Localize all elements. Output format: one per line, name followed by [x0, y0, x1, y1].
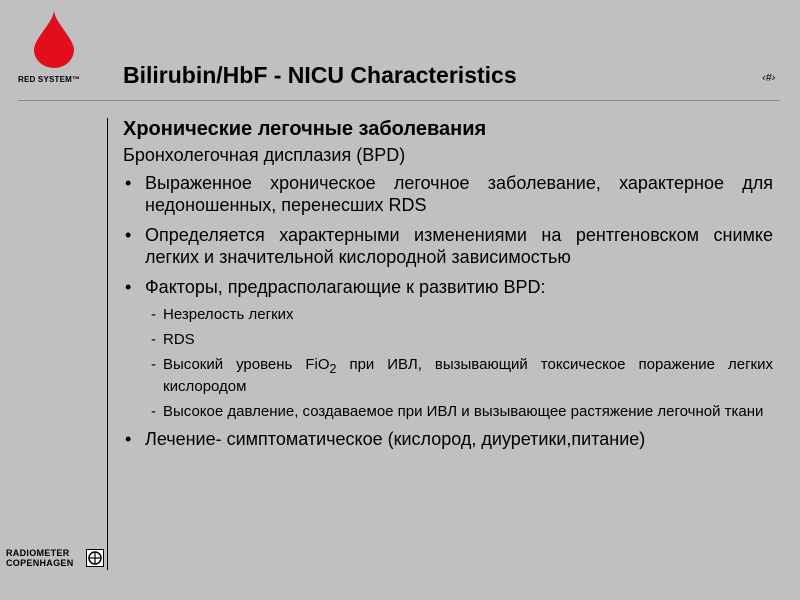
sub-bullet-item — [123, 306, 773, 324]
bullet-marker: • — [125, 173, 132, 193]
bullet-item — [123, 276, 773, 298]
bullet-item — [123, 428, 773, 450]
dash-marker: - — [151, 306, 156, 323]
section-heading: Хронические легочные заболевания — [123, 118, 487, 140]
dash-marker: - — [151, 331, 156, 348]
radiometer-logo — [6, 548, 106, 572]
bullet-marker: • — [125, 225, 132, 245]
sub-bullet-item — [123, 356, 773, 396]
bullet-marker: • — [125, 277, 132, 297]
sub-bullet-text: Высокое давление, создаваемое при ИВЛ и вызывающее растяжение легочной ткани — [163, 403, 764, 420]
bullet-text: Лечение- симптоматическое (кислород, диуретики,питание) — [145, 429, 646, 449]
dash-marker: - — [151, 356, 156, 373]
bullet-marker: • — [125, 429, 132, 449]
bullet-text: Выраженное хроническое легочное заболевание, характерное для недоношенных, перенесших RDS — [145, 173, 773, 215]
page-number: ‹#› — [762, 72, 776, 84]
sub-bullet-text: Незрелость легких — [163, 306, 294, 323]
sub-bullet-item — [123, 403, 773, 421]
section-subtitle: Бронхолегочная дисплазия (BPD) — [123, 145, 406, 165]
sub-bullet-text-start: Высокий уровень FiO — [163, 356, 330, 373]
fio2-subscript: 2 — [329, 362, 337, 376]
page-title: Bilirubin/HbF - NICU Characteristics — [123, 62, 517, 88]
radiometer-line2: COPENHAGEN — [6, 558, 74, 568]
left-divider — [107, 118, 108, 570]
sub-bullet-text: RDS — [163, 331, 195, 348]
dash-marker: - — [151, 403, 156, 420]
radiometer-wordmark — [6, 548, 74, 568]
blood-drop-icon — [34, 10, 74, 68]
header-divider — [18, 100, 780, 101]
radiometer-line1: RADIOMETER — [6, 548, 70, 558]
sub-bullet-item — [123, 331, 773, 349]
brand-name: RED SYSTEM™ — [18, 75, 81, 84]
bullet-item — [123, 172, 773, 216]
bullet-text: Определяется характерными изменениями на рентгеновском снимке легких и значительной кислородной зависимостью — [145, 225, 773, 267]
slide-content — [123, 118, 773, 458]
radiometer-emblem-icon — [86, 549, 104, 567]
sub-bullet-text-end: при ИВЛ, вызывающий токсическое поражение легких кислородом — [163, 356, 773, 395]
bullet-text: Факторы, предрасполагающие к развитию BPD: — [145, 277, 546, 297]
bullet-item — [123, 224, 773, 268]
